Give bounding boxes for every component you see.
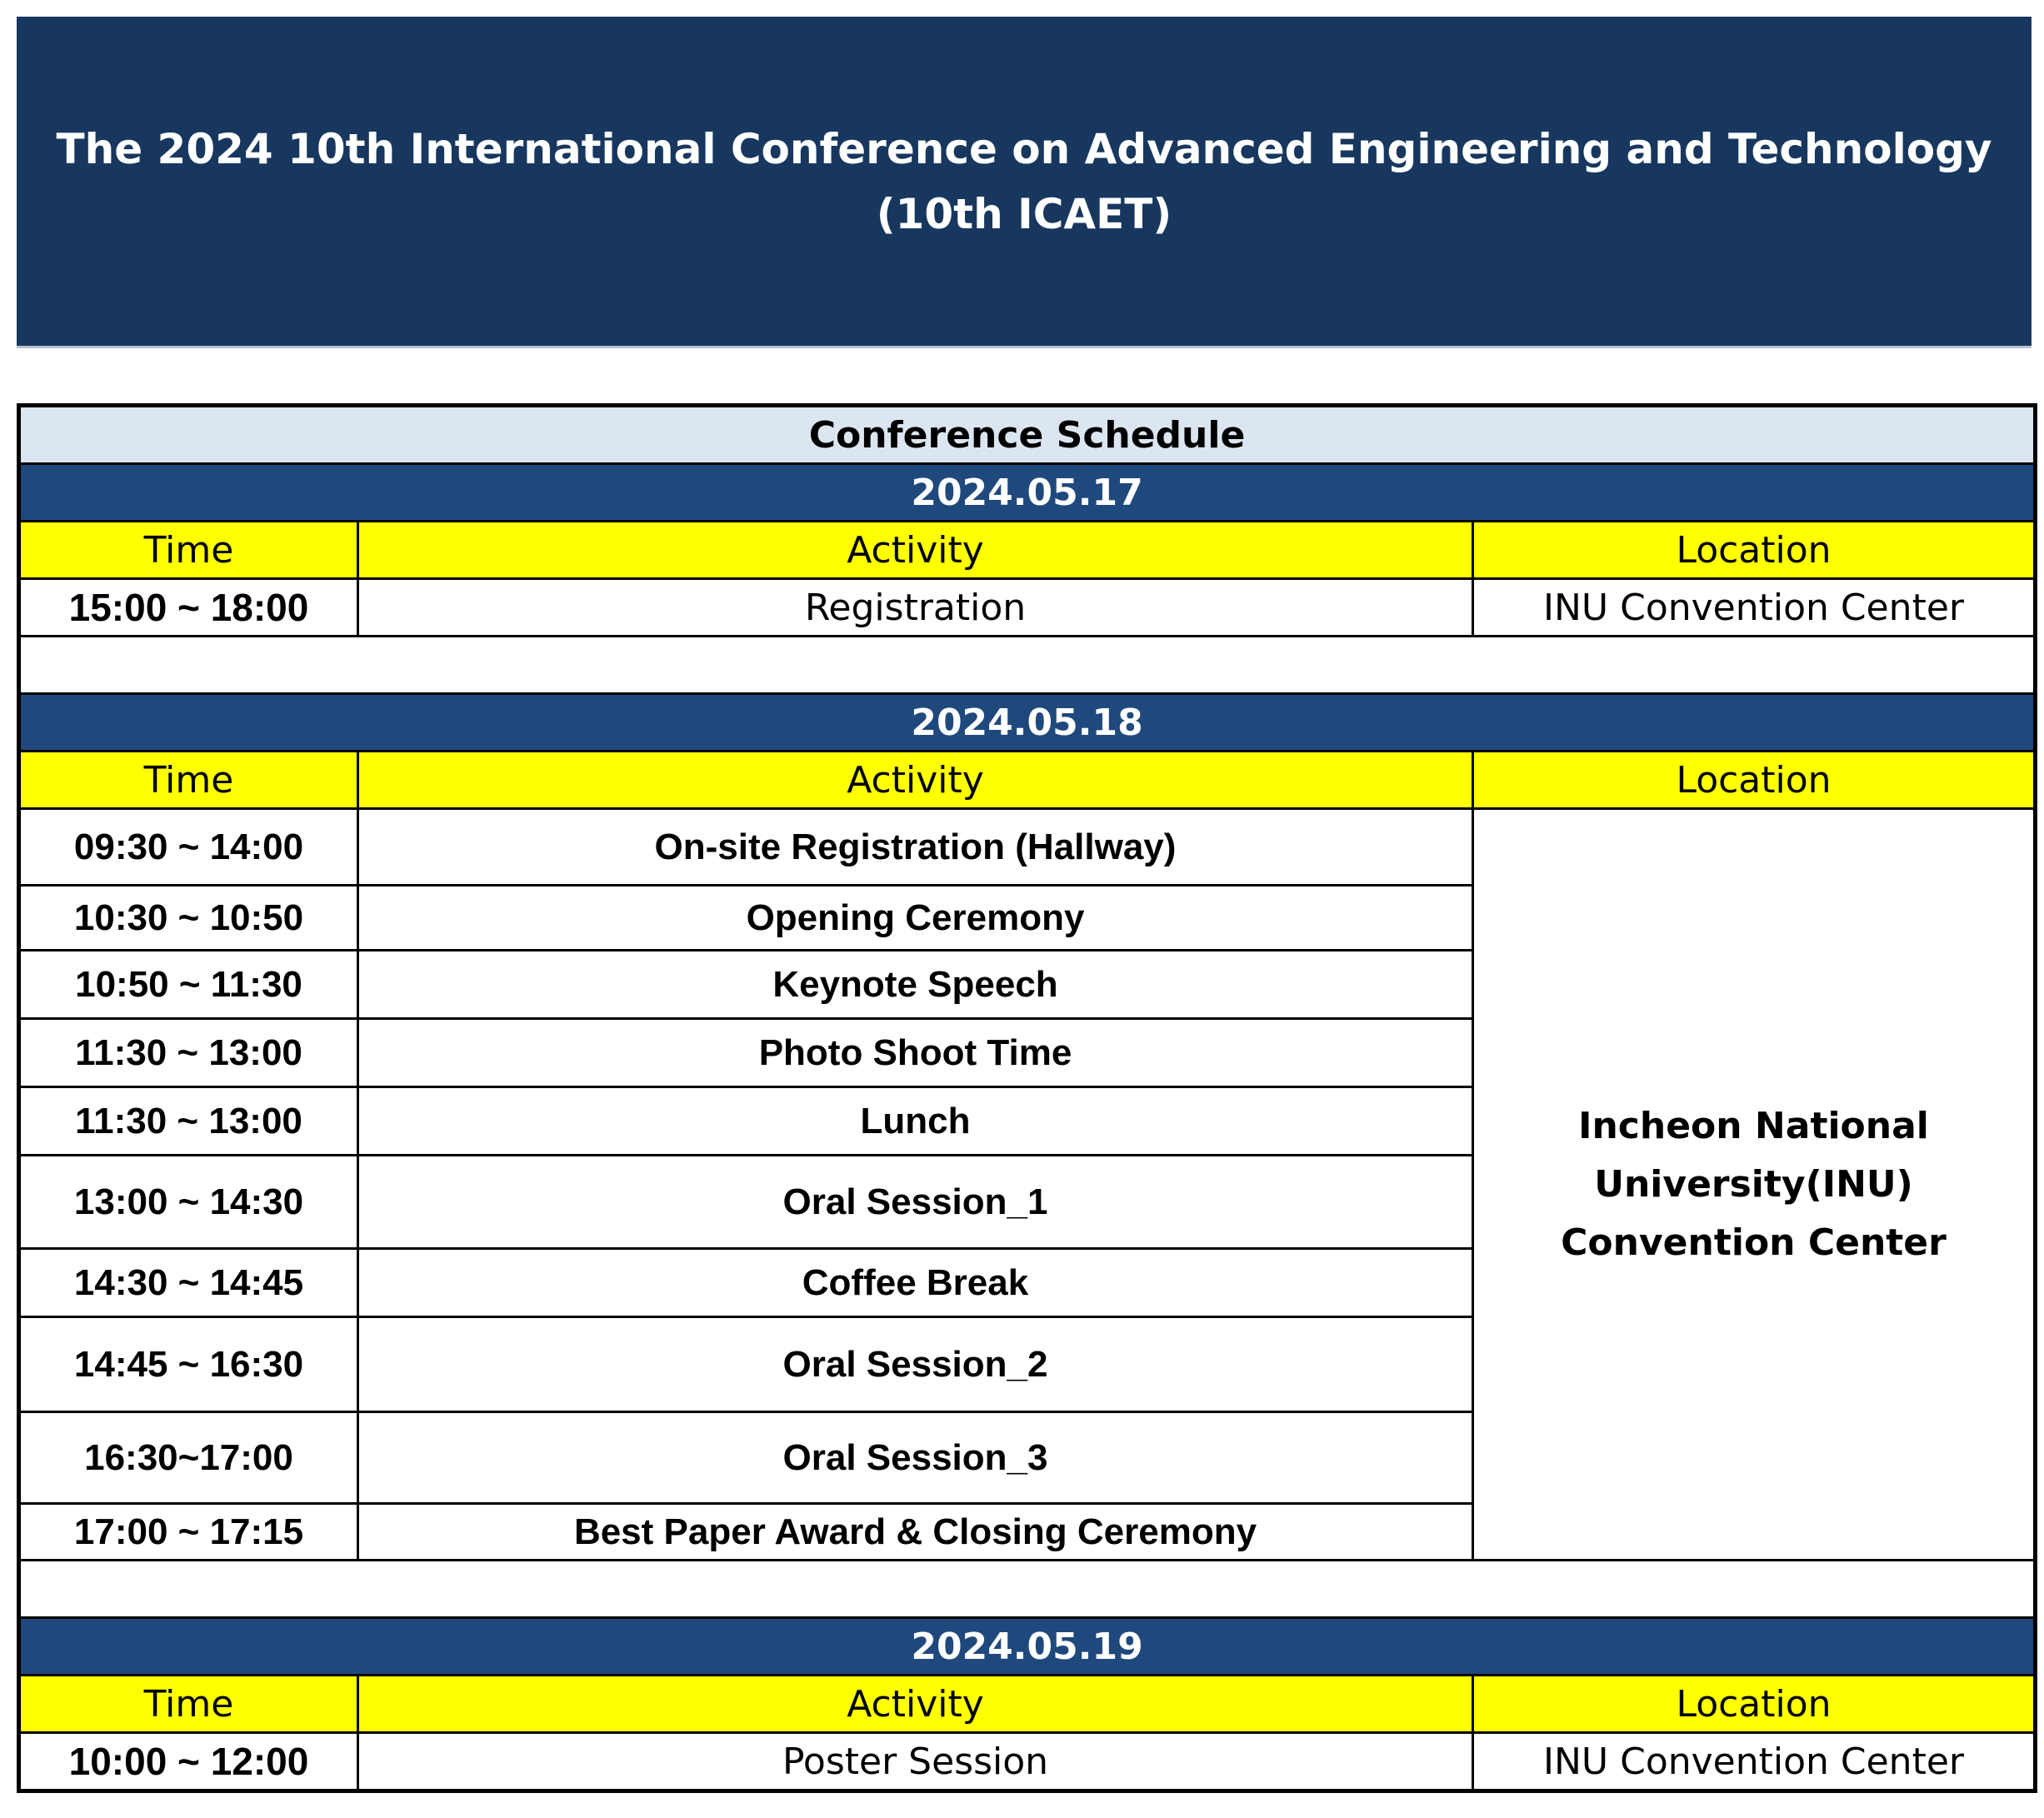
table-row bbox=[19, 1733, 2036, 1791]
location-header: Location bbox=[1473, 522, 2036, 579]
activity-cell: Keynote Speech bbox=[358, 951, 1473, 1019]
banner-title: The 2024 10th International Conference on Advanced Engineering and Technology bbox=[56, 124, 1992, 173]
activity-cell: Oral Session_1 bbox=[358, 1156, 1473, 1249]
date-row bbox=[19, 1618, 2036, 1676]
venue-line-2: University(INU) bbox=[1594, 1162, 1913, 1206]
date-row bbox=[19, 694, 2036, 752]
activity-header: Activity bbox=[358, 752, 1473, 809]
time-cell: 17:00 ~ 17:15 bbox=[19, 1504, 358, 1561]
time-cell: 10:30 ~ 10:50 bbox=[19, 886, 358, 951]
schedule-table bbox=[17, 403, 2037, 1793]
activity-cell: Oral Session_2 bbox=[358, 1317, 1473, 1412]
time-cell: 10:00 ~ 12:00 bbox=[19, 1733, 358, 1791]
spacer-cell bbox=[19, 637, 2036, 694]
venue-line-1: Incheon National bbox=[1578, 1104, 1929, 1147]
activity-cell: On-site Registration (Hallway) bbox=[358, 809, 1473, 886]
location-cell: INU Convention Center bbox=[1473, 1733, 2036, 1791]
activity-header: Activity bbox=[358, 1676, 1473, 1733]
activity-header: Activity bbox=[358, 522, 1473, 579]
location-header: Location bbox=[1473, 752, 2036, 809]
time-cell: 13:00 ~ 14:30 bbox=[19, 1156, 358, 1249]
spacer-row bbox=[19, 1561, 2036, 1618]
time-header: Time bbox=[19, 1676, 358, 1733]
conference-banner bbox=[17, 17, 2032, 348]
venue-cell bbox=[1473, 809, 2036, 1561]
time-cell: 16:30~17:00 bbox=[19, 1412, 358, 1504]
table-row bbox=[19, 579, 2036, 637]
time-cell: 10:50 ~ 11:30 bbox=[19, 951, 358, 1019]
activity-cell: Photo Shoot Time bbox=[358, 1019, 1473, 1087]
activity-cell: Registration bbox=[358, 579, 1473, 637]
time-cell: 09:30 ~ 14:00 bbox=[19, 809, 358, 886]
location-cell: INU Convention Center bbox=[1473, 579, 2036, 637]
time-cell: 14:45 ~ 16:30 bbox=[19, 1317, 358, 1412]
activity-cell: Lunch bbox=[358, 1087, 1473, 1156]
activity-cell: Best Paper Award & Closing Ceremony bbox=[358, 1504, 1473, 1561]
date-label: 2024.05.17 bbox=[19, 464, 2036, 522]
activity-cell: Poster Session bbox=[358, 1733, 1473, 1791]
time-cell: 15:00 ~ 18:00 bbox=[19, 579, 358, 637]
spacer-row bbox=[19, 637, 2036, 694]
location-header: Location bbox=[1473, 1676, 2036, 1733]
header-row bbox=[19, 752, 2036, 809]
activity-cell: Opening Ceremony bbox=[358, 886, 1473, 951]
activity-cell: Oral Session_3 bbox=[358, 1412, 1473, 1504]
header-row bbox=[19, 1676, 2036, 1733]
spacer-cell bbox=[19, 1561, 2036, 1618]
date-row bbox=[19, 464, 2036, 522]
header-row bbox=[19, 522, 2036, 579]
date-label: 2024.05.19 bbox=[19, 1618, 2036, 1676]
time-header: Time bbox=[19, 522, 358, 579]
venue-line-3: Convention Center bbox=[1561, 1221, 1947, 1264]
time-cell: 11:30 ~ 13:00 bbox=[19, 1019, 358, 1087]
date-label: 2024.05.18 bbox=[19, 694, 2036, 752]
time-cell: 14:30 ~ 14:45 bbox=[19, 1249, 358, 1317]
schedule-title-row bbox=[19, 406, 2036, 464]
banner-subtitle: (10th ICAET) bbox=[876, 189, 1172, 238]
table-row bbox=[19, 809, 2036, 886]
schedule-title: Conference Schedule bbox=[19, 406, 2036, 464]
activity-cell: Coffee Break bbox=[358, 1249, 1473, 1317]
time-cell: 11:30 ~ 13:00 bbox=[19, 1087, 358, 1156]
time-header: Time bbox=[19, 752, 358, 809]
